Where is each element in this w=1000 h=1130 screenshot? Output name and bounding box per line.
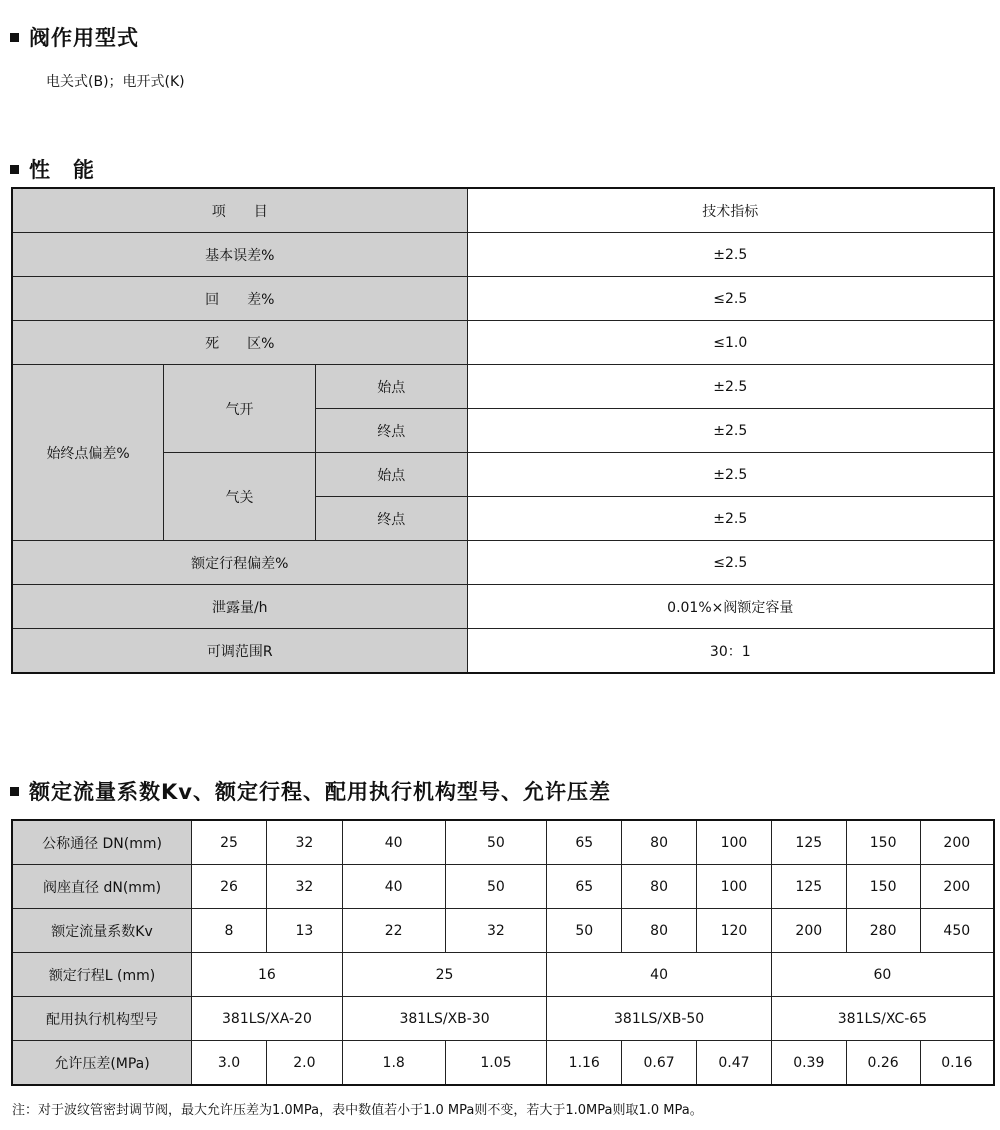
- table-row: [12, 865, 994, 909]
- actuator-cell: 381LS/XA-20: [192, 997, 343, 1041]
- stroke-cell: 60: [771, 953, 994, 997]
- dn-cell: 25: [192, 820, 267, 865]
- seat-cell: 40: [342, 865, 445, 909]
- pressure-cell: 2.0: [266, 1041, 342, 1086]
- stroke-cell: 25: [342, 953, 547, 997]
- endpoint-label: 始终点偏差%: [12, 365, 164, 541]
- seat-cell: 32: [266, 865, 342, 909]
- table-row: [12, 277, 994, 321]
- actuator-label: 配用执行机构型号: [12, 997, 192, 1041]
- dn-cell: 125: [771, 820, 846, 865]
- table-row: [12, 909, 994, 953]
- actuator-cell: 381LS/XB-50: [547, 997, 772, 1041]
- seat-cell: 125: [771, 865, 846, 909]
- pressure-cell: 0.67: [622, 1041, 697, 1086]
- table-row: [12, 321, 994, 365]
- dn-label: 公称通径 DN(mm): [12, 820, 192, 865]
- kv-cell: 32: [445, 909, 547, 953]
- air-open-end-label: 终点: [315, 409, 467, 453]
- footnote: 注：对于波纹管密封调节阀，最大允许压差为1.0MPa，表中数值若小于1.0 MPa则不变，若大于1.0MPa则取1.0 MPa。: [12, 1103, 703, 1118]
- row-value: ≤2.5: [467, 277, 994, 321]
- performance-table: [11, 187, 995, 674]
- dn-cell: 40: [342, 820, 445, 865]
- flow-table: [11, 819, 995, 1086]
- section-performance-title: [10, 154, 95, 184]
- dn-cell: 150: [846, 820, 920, 865]
- table-row: [12, 585, 994, 629]
- stroke-cell: 16: [192, 953, 343, 997]
- seat-cell: 200: [920, 865, 994, 909]
- row-label: 死 区%: [12, 321, 467, 365]
- row-label: 回 差%: [12, 277, 467, 321]
- stroke-cell: 40: [547, 953, 772, 997]
- kv-cell: 280: [846, 909, 920, 953]
- kv-cell: 450: [920, 909, 994, 953]
- row-label: 基本误差%: [12, 233, 467, 277]
- dn-cell: 200: [920, 820, 994, 865]
- pressure-cell: 0.16: [920, 1041, 994, 1086]
- kv-cell: 120: [697, 909, 772, 953]
- row-value: ≤2.5: [467, 541, 994, 585]
- pressure-cell: 0.26: [846, 1041, 920, 1086]
- section-performance-label: 性 能: [29, 158, 95, 182]
- row-label: 可调范围R: [12, 629, 467, 674]
- header-spec: 技术指标: [467, 188, 994, 233]
- air-close-start-label: 始点: [315, 453, 467, 497]
- seat-cell: 50: [445, 865, 547, 909]
- kv-cell: 80: [622, 909, 697, 953]
- row-value: 30：1: [467, 629, 994, 674]
- row-value: ±2.5: [467, 233, 994, 277]
- seat-cell: 80: [622, 865, 697, 909]
- row-label: 泄露量/h: [12, 585, 467, 629]
- table-row: [12, 233, 994, 277]
- row-value: ≤1.0: [467, 321, 994, 365]
- table-row: [12, 1041, 994, 1086]
- air-close-start-value: ±2.5: [467, 453, 994, 497]
- pressure-cell: 0.47: [697, 1041, 772, 1086]
- section-valve-action-label: 阀作用型式: [29, 26, 139, 50]
- air-close-label: 气关: [164, 453, 316, 541]
- bullet-square-icon: [10, 787, 19, 796]
- seat-cell: 150: [846, 865, 920, 909]
- header-item: 项 目: [12, 188, 467, 233]
- row-value: 0.01%×阀额定容量: [467, 585, 994, 629]
- air-open-label: 气开: [164, 365, 316, 453]
- kv-cell: 50: [547, 909, 622, 953]
- pressure-cell: 3.0: [192, 1041, 267, 1086]
- table-row: [12, 820, 994, 865]
- air-close-end-value: ±2.5: [467, 497, 994, 541]
- dn-cell: 65: [547, 820, 622, 865]
- pressure-label: 允许压差(MPa): [12, 1041, 192, 1086]
- section-valve-action-title: [10, 22, 139, 52]
- dn-cell: 100: [697, 820, 772, 865]
- seat-cell: 100: [697, 865, 772, 909]
- section-flow-title: [10, 776, 611, 806]
- table-row: [12, 997, 994, 1041]
- actuator-cell: 381LS/XB-30: [342, 997, 547, 1041]
- seat-cell: 26: [192, 865, 267, 909]
- section-flow-label: 额定流量系数Kv、额定行程、配用执行机构型号、允许压差: [29, 780, 611, 804]
- stroke-label: 额定行程L (mm): [12, 953, 192, 997]
- table-row: [12, 953, 994, 997]
- bullet-square-icon: [10, 165, 19, 174]
- dn-cell: 50: [445, 820, 547, 865]
- table-row: [12, 541, 994, 585]
- table-row: [12, 629, 994, 674]
- table-row: [12, 188, 994, 233]
- pressure-cell: 1.16: [547, 1041, 622, 1086]
- kv-cell: 8: [192, 909, 267, 953]
- seat-cell: 65: [547, 865, 622, 909]
- table-row: [12, 365, 994, 409]
- dn-cell: 80: [622, 820, 697, 865]
- pressure-cell: 0.39: [771, 1041, 846, 1086]
- bullet-square-icon: [10, 33, 19, 42]
- air-open-start-value: ±2.5: [467, 365, 994, 409]
- dn-cell: 32: [266, 820, 342, 865]
- air-close-end-label: 终点: [315, 497, 467, 541]
- air-open-end-value: ±2.5: [467, 409, 994, 453]
- valve-action-text: 电关式(B)；电开式(K): [46, 74, 185, 90]
- kv-cell: 13: [266, 909, 342, 953]
- air-open-start-label: 始点: [315, 365, 467, 409]
- kv-cell: 200: [771, 909, 846, 953]
- kv-label: 额定流量系数Kv: [12, 909, 192, 953]
- pressure-cell: 1.05: [445, 1041, 547, 1086]
- actuator-cell: 381LS/XC-65: [771, 997, 994, 1041]
- row-label: 额定行程偏差%: [12, 541, 467, 585]
- pressure-cell: 1.8: [342, 1041, 445, 1086]
- seat-label: 阀座直径 dN(mm): [12, 865, 192, 909]
- kv-cell: 22: [342, 909, 445, 953]
